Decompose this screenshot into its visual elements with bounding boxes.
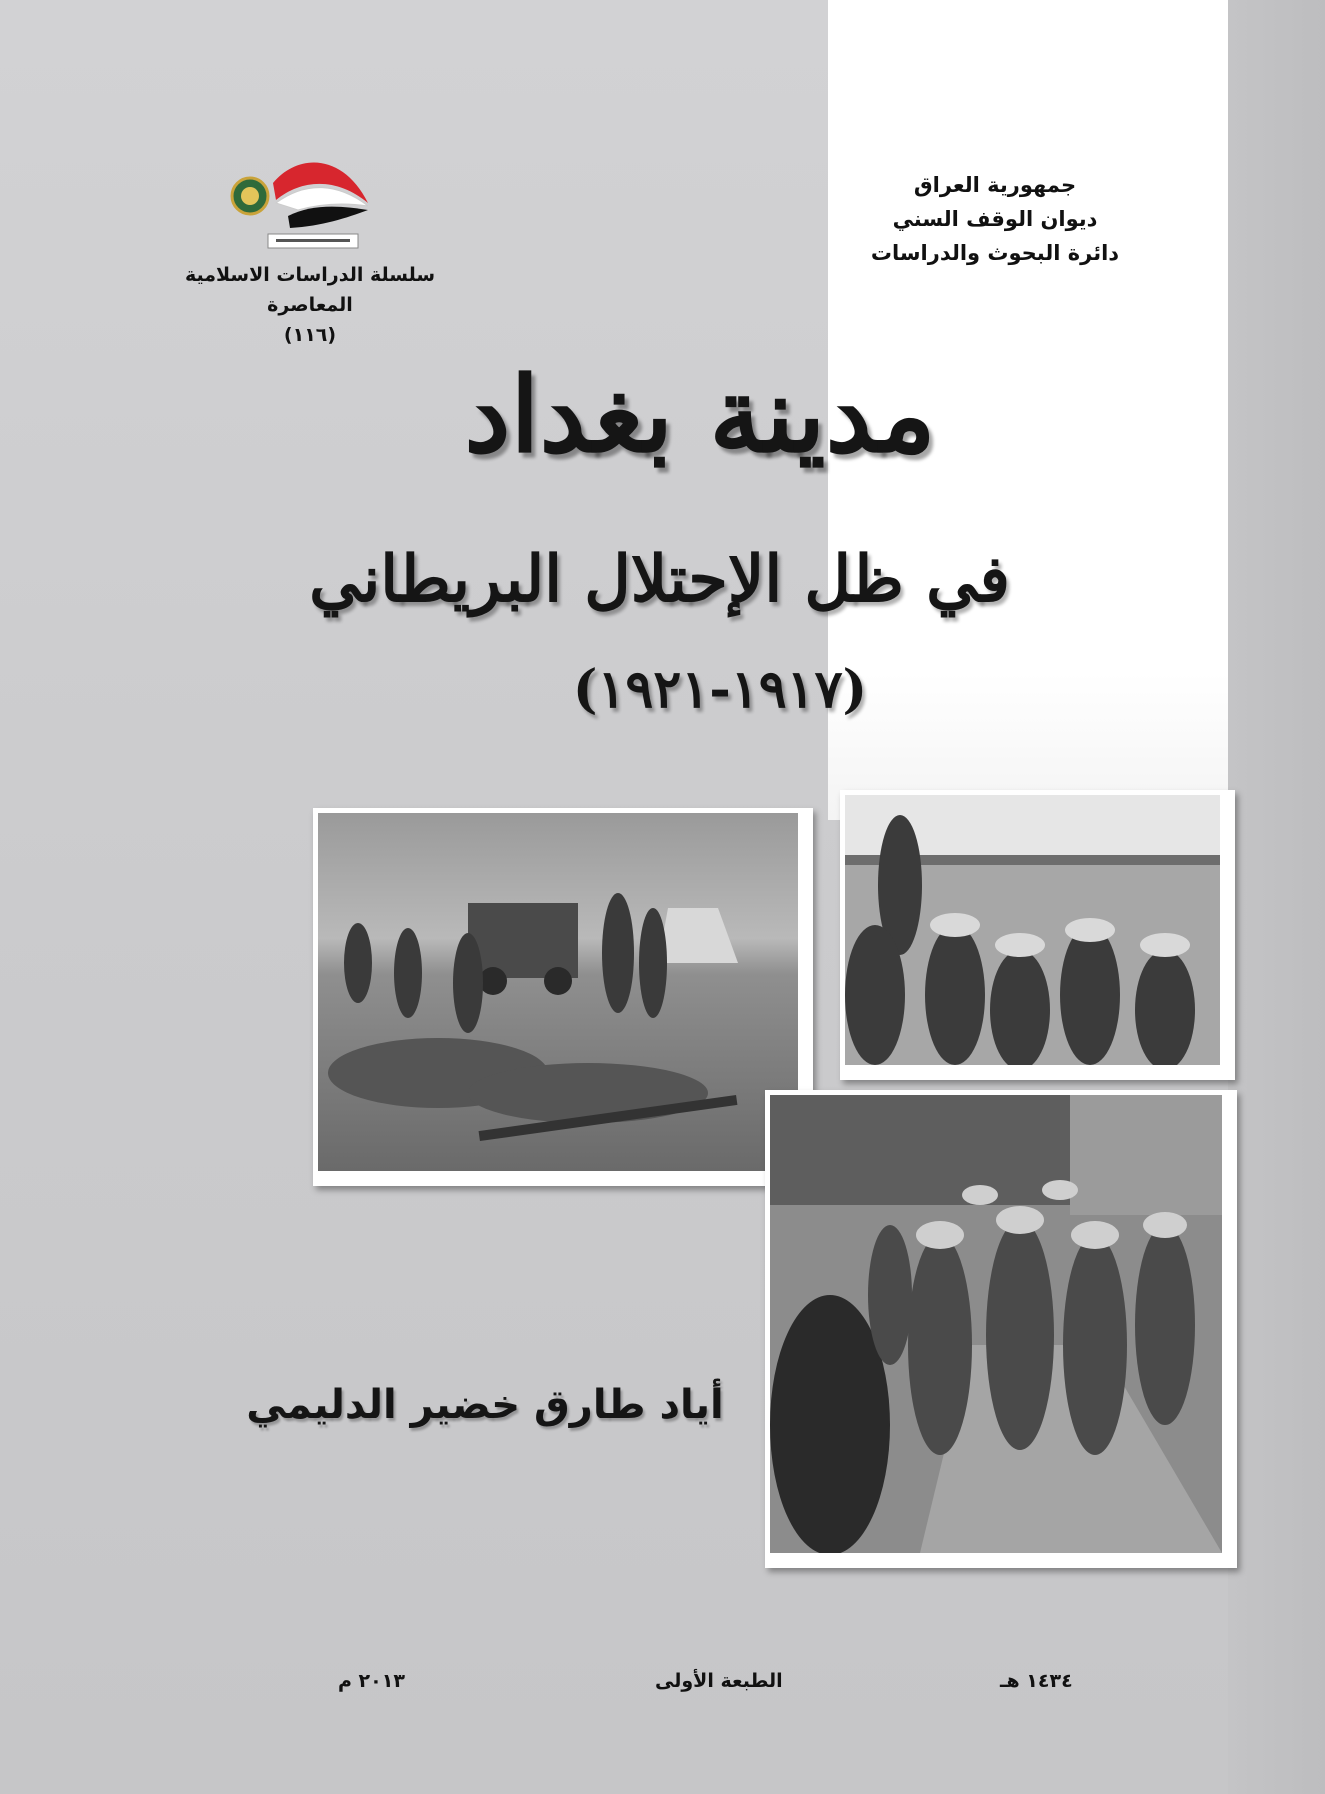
historic-photo-medical-field	[313, 808, 813, 1186]
publisher-block	[830, 168, 1160, 270]
historic-photo-soldiers-river	[840, 790, 1235, 1080]
historic-photo-troops-marching	[765, 1090, 1237, 1568]
series-name: سلسلة الدراسات الاسلامية المعاصرة	[184, 264, 436, 316]
publisher-line-1: جمهورية العراق	[913, 173, 1077, 197]
cover-edge	[1228, 0, 1325, 1794]
series-block	[160, 260, 460, 350]
publisher-line-3: دائرة البحوث والدراسات	[870, 241, 1120, 265]
book-title: مدينة بغداد	[464, 353, 936, 476]
book-years: (١٩١٧-١٩٢١)	[572, 659, 868, 720]
edition-label: الطبعة الأولى	[655, 1670, 783, 1692]
book-subtitle: في ظل الإحتلال البريطاني	[309, 542, 1010, 617]
author-name: أياد طارق خضير الدليمي	[246, 1382, 724, 1428]
hijri-year: ١٤٣٤ هـ	[1000, 1670, 1073, 1692]
gregorian-year: ٢٠١٣ م	[338, 1670, 405, 1692]
emblem-logo	[228, 148, 378, 258]
publisher-line-2: ديوان الوقف السني	[892, 207, 1098, 231]
series-number: (١١٦)	[283, 324, 337, 346]
